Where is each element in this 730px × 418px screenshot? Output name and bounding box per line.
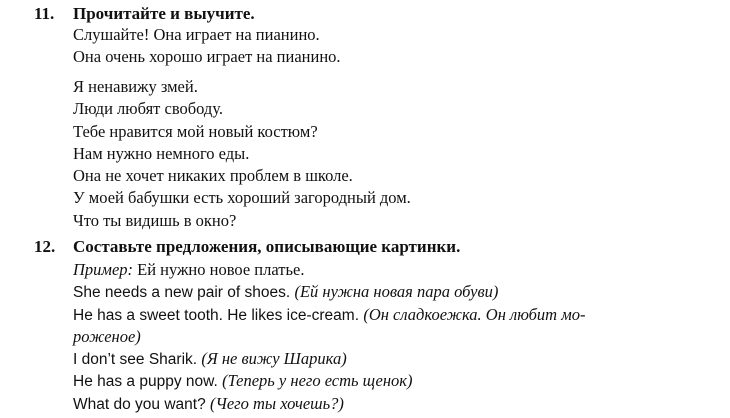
example-label: Пример:: [73, 260, 134, 279]
text-line: Что ты видишь в окно?: [73, 210, 237, 230]
answer-line: [73, 393, 585, 415]
text-line: Тебе нравится мой новый костюм?: [73, 121, 318, 141]
answer-line: [73, 281, 585, 303]
text-line: Она не хочет никаких проблем в школе.: [73, 166, 353, 186]
english-sentence: He has a sweet tooth. He likes ice-cream.: [73, 306, 364, 324]
exercise-11-title: Прочитайте и выучите.: [73, 4, 255, 23]
text-line: Я ненавижу змей.: [73, 77, 198, 96]
exercise-11-group-1: [73, 24, 341, 69]
exercise-11-group-2: [73, 76, 411, 232]
russian-translation: (Теперь у него есть щенок): [222, 371, 413, 391]
russian-translation: (Я не вижу Шарика): [201, 349, 347, 369]
english-sentence: I don’t see Sharik.: [73, 351, 202, 369]
text-line: Люди любят свободу.: [73, 99, 224, 119]
text-line: Слушайте! Она играет на пианино.: [73, 25, 320, 44]
exercise-12-heading: [34, 236, 460, 258]
english-sentence: He has a puppy now.: [73, 373, 223, 391]
russian-translation: роженое): [73, 326, 141, 346]
answer-line: [73, 348, 585, 370]
text-line: Нам нужно немного еды.: [73, 143, 250, 163]
example-text: Ей нужно новое платье.: [133, 260, 305, 279]
russian-translation: (Ей нужна новая пара обуви): [294, 282, 499, 302]
russian-translation: (Чего ты хочешь?): [210, 393, 344, 413]
russian-translation: (Он сладкоежка. Он любит мо-: [363, 304, 586, 324]
answer-line: [73, 370, 585, 392]
exercise-12-title: Составьте предложения, описывающие картинки.: [73, 237, 461, 256]
exercise-11-heading: [34, 3, 255, 25]
exercise-12-number: 12.: [34, 237, 56, 256]
answer-line: [73, 326, 585, 348]
exercise-11-number: 11.: [34, 4, 55, 23]
text-line: У моей бабушки есть хороший загородный дом.: [73, 188, 411, 208]
example-line: [73, 259, 585, 281]
text-line: Она очень хорошо играет на пианино.: [73, 47, 341, 67]
answer-line: [73, 304, 585, 326]
english-sentence: She needs a new pair of shoes.: [73, 284, 295, 302]
exercise-12-body: [73, 259, 585, 415]
english-sentence: What do you want?: [73, 395, 210, 413]
